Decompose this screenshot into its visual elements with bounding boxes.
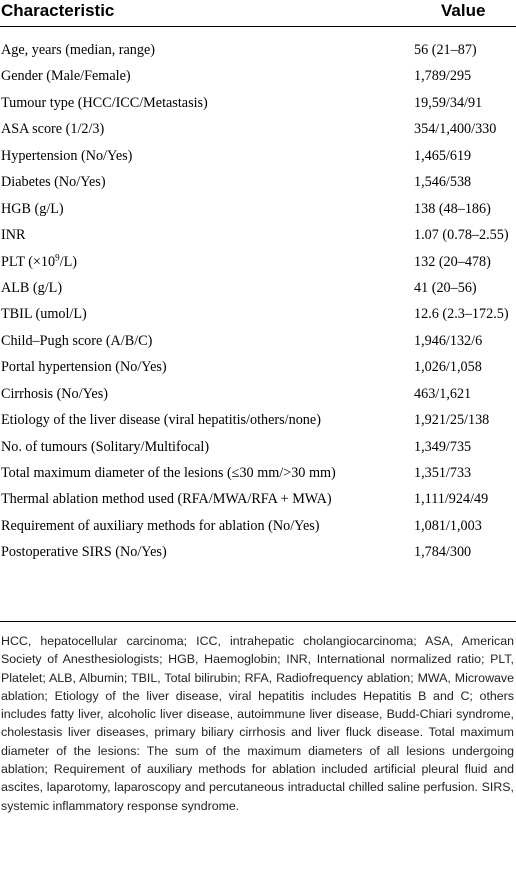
row-value: 1,465/619	[414, 147, 472, 164]
row-value: 1,111/924/49	[414, 491, 489, 508]
table-row	[0, 63, 516, 89]
row-value: 12.6 (2.3–172.5)	[414, 306, 509, 323]
table-row	[0, 328, 516, 354]
row-value: 1,081/1,003	[414, 517, 482, 534]
table-row	[0, 486, 516, 512]
table-row	[0, 169, 516, 195]
row-value: 138 (48–186)	[414, 200, 491, 217]
row-value: 19,59/34/91	[414, 94, 483, 111]
row-label: Thermal ablation method used (RFA/MWA/RFA + MWA)	[1, 491, 332, 508]
row-label: Postoperative SIRS (No/Yes)	[1, 544, 167, 561]
table-row	[0, 407, 516, 433]
table-row	[0, 37, 516, 63]
row-label: Child–Pugh score (A/B/C)	[1, 332, 153, 349]
table-row	[0, 249, 516, 275]
table-row	[0, 116, 516, 142]
row-label: INR	[1, 227, 26, 244]
table-footnote: HCC, hepatocellular carcinoma; ICC, intrahepatic cholangiocarcinoma; ASA, American Society of Anesthesiologists; HGB, Haemoglobin; INR, International normalized ratio; PLT, Platelet; ALB, Albumin; TBIL, Total bilirubin; RFA, Radiofrequency ablation; MWA, Microwave ablation; Etiology of the liver disease, viral hepatitis includes Hepatitis B and C; others includes fatty liver, alcoholic liver disease, autoimmune liver disease, Budd-Chiari syndrome, cholestasis liver diseases, primary biliary cirrhosis and liver fluck disease. Total maximum diameter of the lesions: The sum of the maximum diameters of all lesions undergoing ablation; Requirement of auxiliary methods for ablation included artificial pleural fluid and ascites, laparotomy, laparoscopy and percutaneous intraductal chilled saline perfusion. SIRS, systemic inflammatory response syndrome.	[1, 634, 514, 813]
table-row	[0, 539, 516, 565]
row-label: HGB (g/L)	[1, 200, 64, 217]
row-label: TBIL (umol/L)	[1, 306, 87, 323]
table-row	[0, 460, 516, 486]
row-value: 1,546/538	[414, 174, 472, 191]
row-label: Hypertension (No/Yes)	[1, 147, 133, 164]
row-label: ALB (g/L)	[1, 279, 63, 296]
header-value: Value	[441, 1, 486, 20]
table-header	[0, 0, 516, 27]
table-row	[0, 354, 516, 380]
table-bottom-rule	[0, 621, 516, 622]
row-value: 1,921/25/138	[414, 412, 490, 429]
row-value: 1,026/1,058	[414, 359, 482, 376]
row-label: Cirrhosis (No/Yes)	[1, 385, 108, 402]
row-value: 132 (20–478)	[414, 253, 491, 270]
row-label: Tumour type (HCC/ICC/Metastasis)	[1, 94, 208, 111]
row-label: Requirement of auxiliary methods for ablation (No/Yes)	[1, 517, 320, 534]
row-label: Etiology of the liver disease (viral hepatitis/others/none)	[1, 412, 321, 429]
row-value: 1,789/295	[414, 68, 472, 85]
row-label: No. of tumours (Solitary/Multifocal)	[1, 438, 210, 455]
table-row	[0, 222, 516, 248]
table-row	[0, 143, 516, 169]
row-value: 1,351/733	[414, 465, 472, 481]
table-row	[0, 90, 516, 116]
row-label: Portal hypertension (No/Yes)	[1, 359, 167, 376]
row-value: 1,349/735	[414, 438, 472, 455]
table-row	[0, 196, 516, 222]
row-value: 41 (20–56)	[414, 279, 477, 296]
table-body	[0, 27, 516, 566]
row-value: 1.07 (0.78–2.55)	[414, 227, 509, 244]
row-value: 463/1,621	[414, 385, 472, 402]
table-row	[0, 434, 516, 460]
table-row	[0, 381, 516, 407]
row-value: 354/1,400/330	[414, 121, 497, 138]
row-label: Diabetes (No/Yes)	[1, 174, 106, 191]
row-value: 1,946/132/6	[414, 332, 483, 349]
row-label: Gender (Male/Female)	[1, 68, 131, 85]
row-label: Total maximum diameter of the lesions (≤30 mm/>30 mm)	[1, 465, 336, 481]
table-row	[0, 275, 516, 301]
row-label: Age, years (median, range)	[1, 42, 156, 58]
header-characteristic: Characteristic	[1, 1, 115, 20]
row-label: ASA score (1/2/3)	[1, 121, 105, 138]
row-value: 1,784/300	[414, 544, 472, 561]
table-row	[0, 513, 516, 539]
row-label: PLT $(\times 10^9/L)$	[1, 251, 77, 270]
row-value: 56 (21–87)	[414, 42, 477, 58]
table-row	[0, 301, 516, 327]
